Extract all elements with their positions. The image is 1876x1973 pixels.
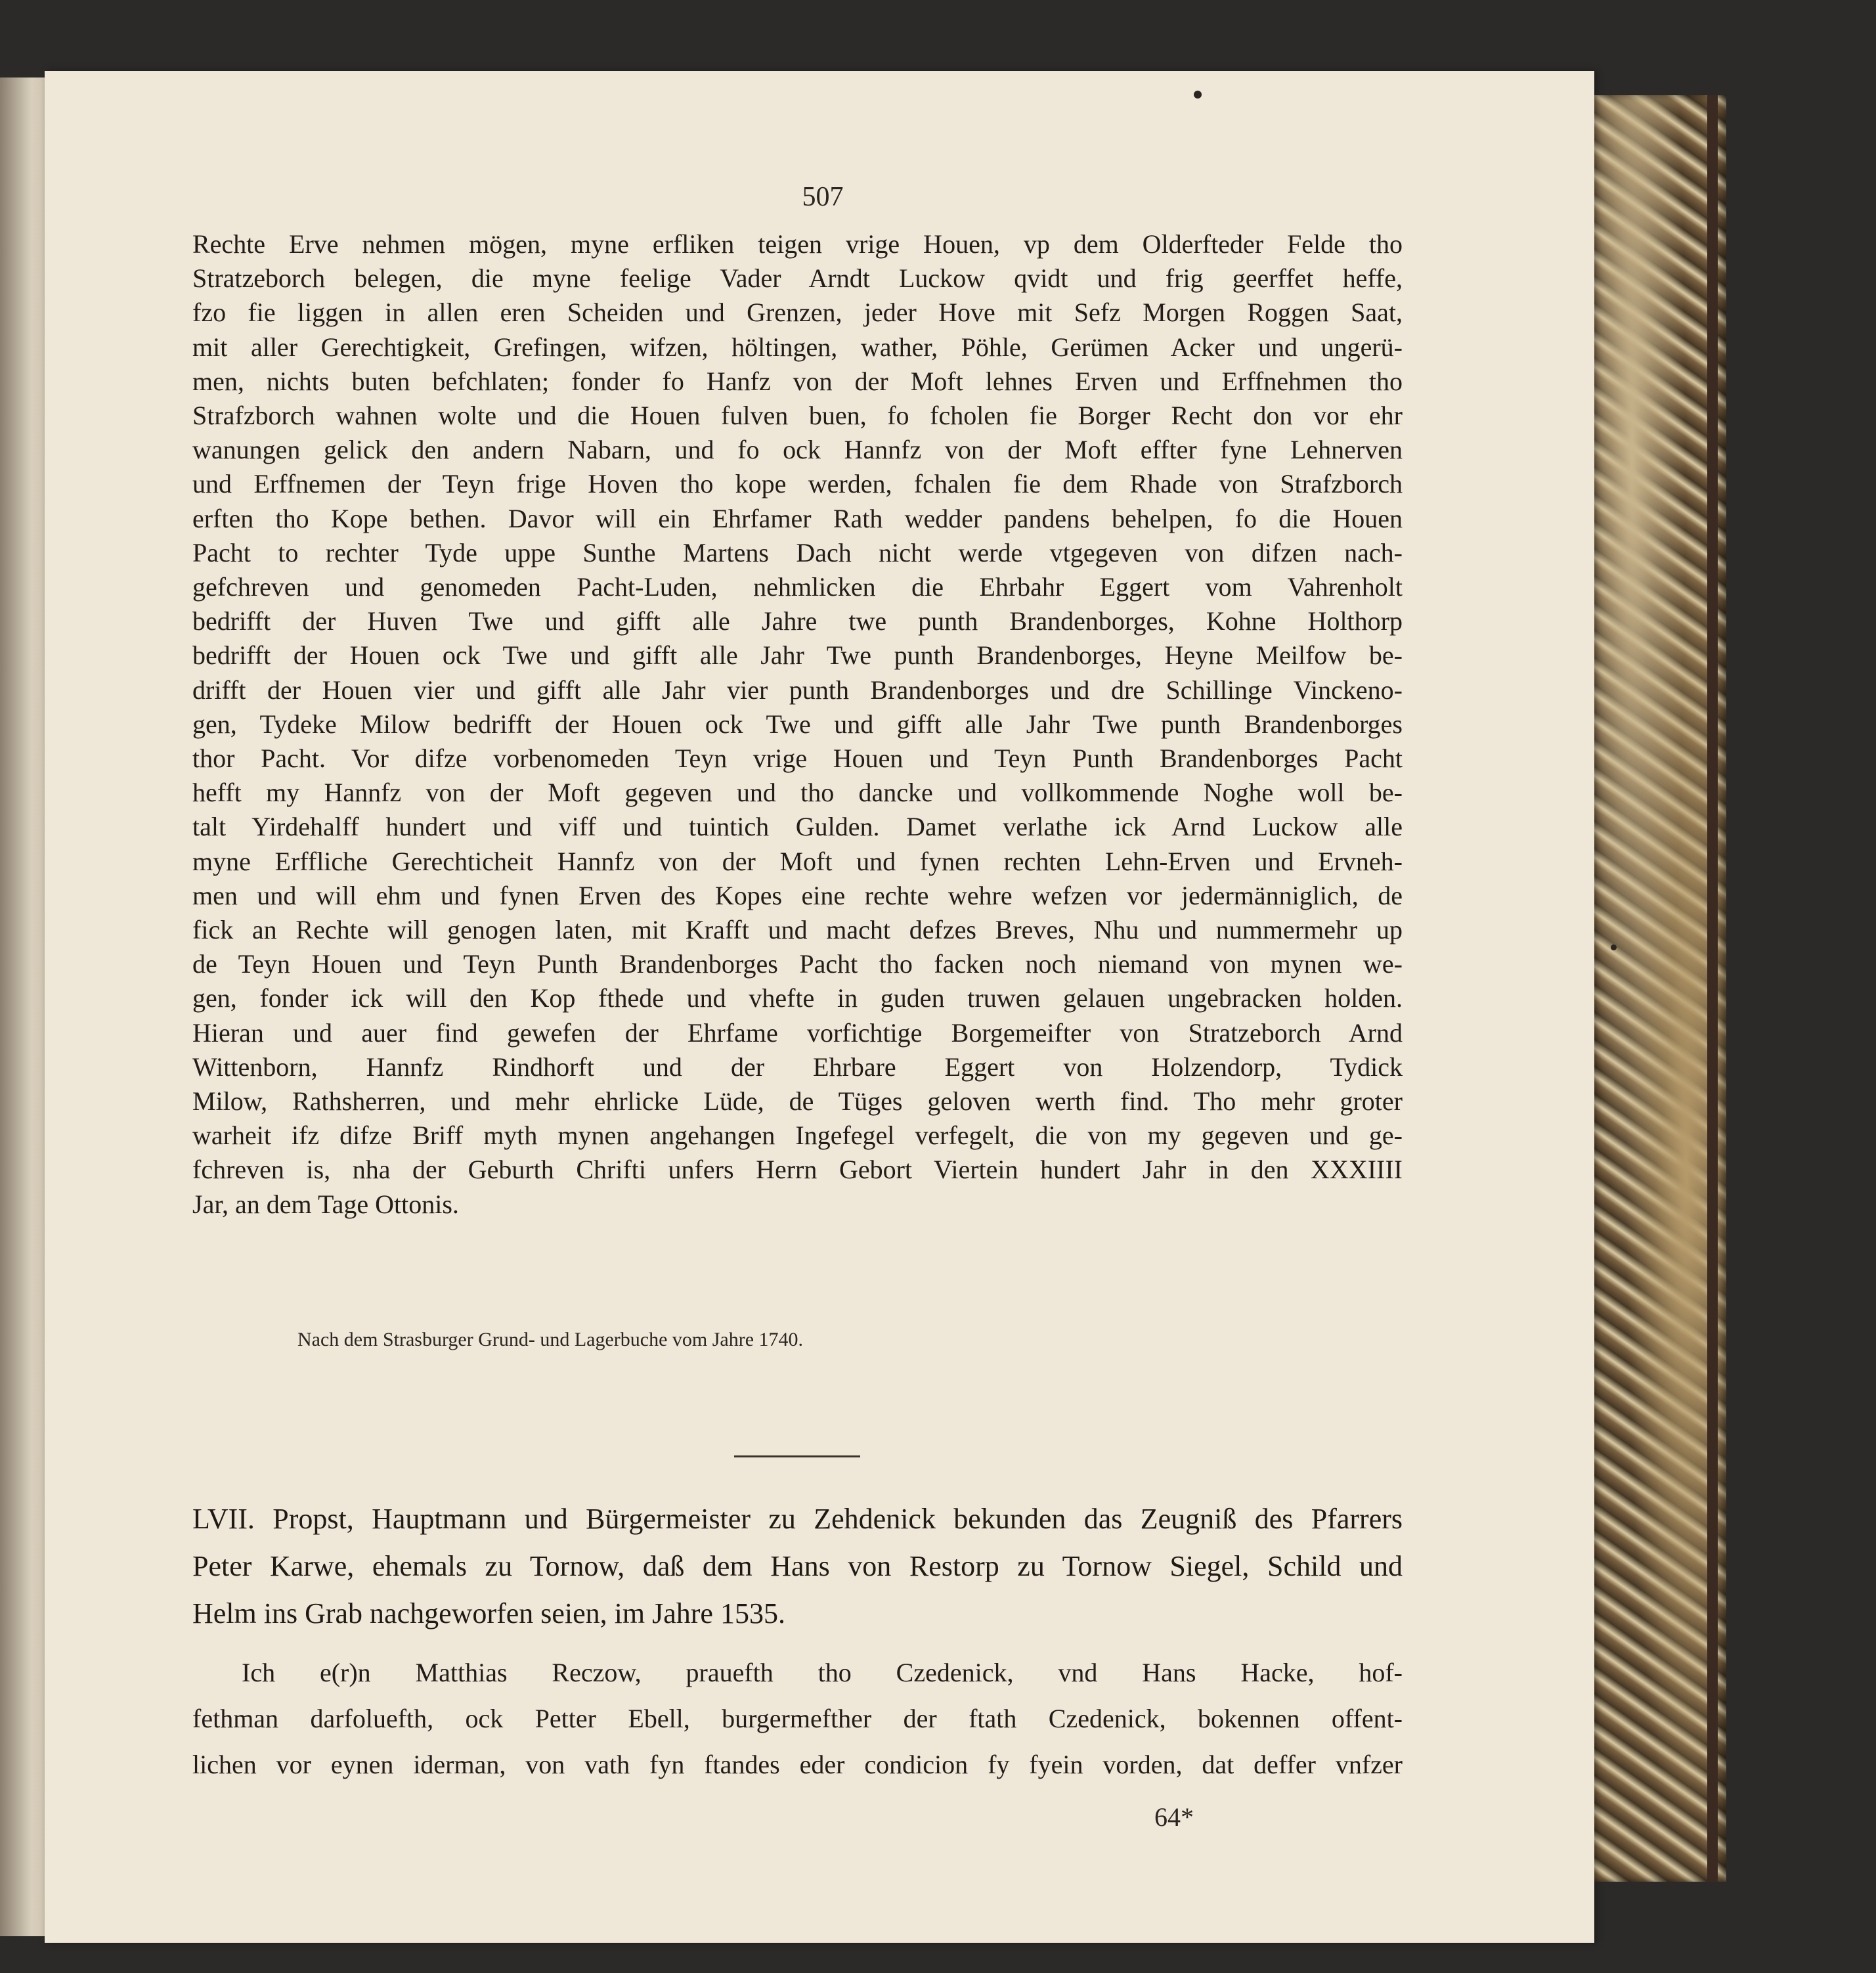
- body-line: Stratzeborch belegen, die myne feelige Vader Arndt Luckow qvidt und frig geerffet heffe,: [192, 263, 1403, 294]
- body-line: bedrifft der Huven Twe und gifft alle Jahre twe punth Brandenborges, Kohne Holthorp: [192, 606, 1403, 636]
- body-line: hefft my Hannfz von der Moft gegeven und tho dancke und vollkommende Noghe woll be-: [192, 778, 1403, 808]
- body-line: und Erffnemen der Teyn frige Hoven tho kope werden, fchalen fie dem Rhade von Strafzborch: [192, 469, 1403, 499]
- body-line: drifft der Houen vier und gifft alle Jahr vier punth Brandenborges und dre Schillinge Vinckeno-: [192, 675, 1403, 705]
- body-line: gen, Tydeke Milow bedrifft der Houen ock Twe und gifft alle Jahr Twe punth Brandenborges: [192, 709, 1403, 739]
- body-line: fchreven is, nha der Geburth Chrifti unfers Herrn Gebort Viertein hundert Jahr in den XXXIIII: [192, 1155, 1403, 1185]
- body-line: myne Erffliche Gerechticheit Hannfz von der Moft und fynen rechten Lehn-Erven und Ervneh-: [192, 846, 1403, 876]
- body-line: Rechte Erve nehmen mögen, myne erfliken teigen vrige Houen, vp dem Olderfteder Felde tho: [192, 229, 1403, 259]
- book-page: [45, 71, 1594, 1943]
- page-number: 507: [802, 182, 844, 212]
- heading-line: Peter Karwe, ehemals zu Tornow, daß dem Hans von Restorp zu Tornow Siegel, Schild und: [192, 1550, 1403, 1582]
- signature-mark: 64*: [1154, 1802, 1194, 1832]
- body-line: Strafzborch wahnen wolte und die Houen fulven buen, fo fcholen fie Borger Recht don vor ehr: [192, 401, 1403, 430]
- marbled-cover-board: [1582, 95, 1726, 1882]
- heading-line: Helm ins Grab nachgeworfen seien, im Jahre 1535.: [192, 1597, 785, 1629]
- second-body-line: Ich e(r)n Matthias Reczow, prauefth tho Czedenick, vnd Hans Hacke, hof-: [242, 1658, 1403, 1687]
- body-line: de Teyn Houen und Teyn Punth Brandenborges Pacht tho facken noch niemand von mynen we-: [192, 949, 1403, 979]
- speck: [1194, 91, 1202, 99]
- body-line: bedrifft der Houen ock Twe und gifft alle Jahr Twe punth Brandenborges, Heyne Meilfow be-: [192, 640, 1403, 671]
- body-line: warheit ifz difze Briff myth mynen angehangen Ingefegel verfegelt, die von my gegeven und ge-: [192, 1120, 1403, 1151]
- section-divider: [734, 1455, 860, 1457]
- body-line: gefchreven und genomeden Pacht-Luden, nehmlicken die Ehrbahr Eggert vom Vahrenholt: [192, 572, 1403, 602]
- body-line: thor Pacht. Vor difze vorbenomeden Teyn vrige Houen und Teyn Punth Brandenborges Pacht: [192, 743, 1403, 773]
- body-line: wanungen gelick den andern Nabarn, und fo ock Hannfz von der Moft effter fyne Lehnerven: [192, 435, 1403, 465]
- source-note: Nach dem Strasburger Grund- und Lagerbuche vom Jahre 1740.: [297, 1329, 804, 1350]
- heading-line: LVII. Propst, Hauptmann und Bürgermeister zu Zehdenick bekunden das Zeugniß des Pfarrers: [192, 1503, 1403, 1535]
- body-line: talt Yirdehalff hundert und viff und tuintich Gulden. Damet verlathe ick Arnd Luckow alle: [192, 812, 1403, 842]
- body-line: gen, fonder ick will den Kop fthede und vhefte in guden truwen gelauen ungebracken holden.: [192, 983, 1403, 1013]
- body-line: Wittenborn, Hannfz Rindhorft und der Ehrbare Eggert von Holzendorp, Tydick: [192, 1052, 1403, 1082]
- body-line: Hieran und auer find gewefen der Ehrfame vorfichtige Borgemeifter von Stratzeborch Arnd: [192, 1017, 1403, 1048]
- body-line: men, nichts buten befchlaten; fonder fo Hanfz von der Moft lehnes Erven und Erffnehmen tho: [192, 366, 1403, 396]
- body-line: Jar, an dem Tage Ottonis.: [192, 1189, 459, 1219]
- body-line: erften tho Kope bethen. Davor will ein Ehrfamer Rath wedder pandens behelpen, fo die Houen: [192, 503, 1403, 533]
- second-body-line: fethman darfoluefth, ock Petter Ebell, burgermefther der ftath Czedenick, bokennen offent-: [192, 1704, 1403, 1733]
- body-line: Pacht to rechter Tyde uppe Sunthe Martens Dach nicht werde vtgegeven von difzen nach-: [192, 537, 1403, 567]
- body-line: mit aller Gerechtigkeit, Grefingen, wifzen, höltingen, wather, Pöhle, Gerümen Acker und ungerü-: [192, 332, 1403, 362]
- body-line: men und will ehm und fynen Erven des Kopes eine rechte wehre wefzen vor jedermänniglich, de: [192, 880, 1403, 910]
- body-line: Milow, Rathsherren, und mehr ehrlicke Lüde, de Tüges geloven werth find. Tho mehr groter: [192, 1086, 1403, 1116]
- body-line: fzo fie liggen in allen eren Scheiden und Grenzen, jeder Hove mit Sefz Morgen Roggen Saat,: [192, 298, 1403, 328]
- speck: [1611, 944, 1617, 950]
- body-line: fick an Rechte will genogen laten, mit Krafft und macht defzes Breves, Nhu und nummermehr up: [192, 915, 1403, 944]
- cover-board-edge: [1707, 95, 1718, 1882]
- second-body-line: lichen vor eynen iderman, von vath fyn ftandes eder condicion fy fyein vorden, dat deffer vnfzer: [192, 1750, 1403, 1779]
